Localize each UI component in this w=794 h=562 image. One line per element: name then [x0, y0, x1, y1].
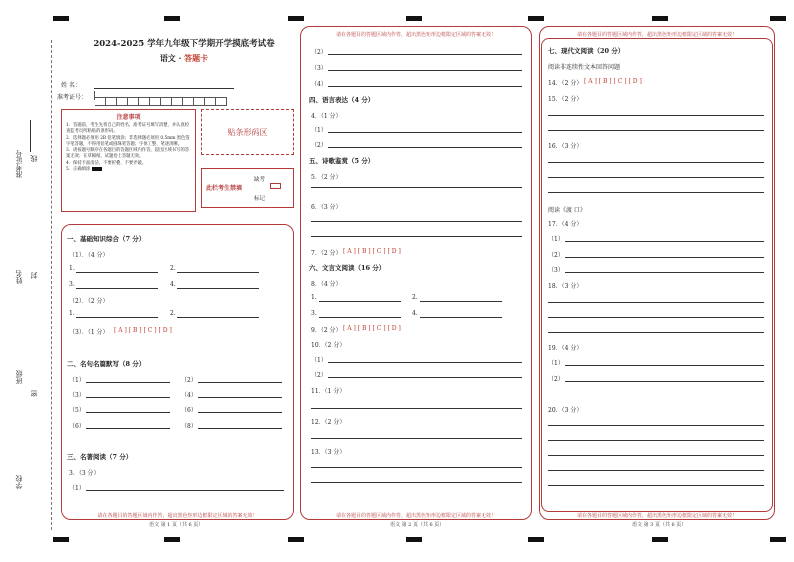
blank-label: （3） [548, 267, 564, 274]
question-label: 17．（4 分） [548, 221, 583, 228]
section-title: 四、语言表达（4 分） [309, 96, 375, 104]
answer-line[interactable] [548, 302, 764, 303]
side-label-seal: 封 [30, 272, 38, 279]
section-title: 二、名句名篇默写（8 分） [67, 360, 146, 368]
barcode-area [201, 109, 294, 155]
blank-label: （1） [69, 485, 85, 492]
answer-line[interactable] [86, 382, 170, 383]
notice-item: 3．请按题号顺序在各题目的答题区域内作答，超出区域书写的答案无效；在草稿纸、试题卷上答题无效。 [66, 148, 190, 160]
registration-mark [770, 537, 786, 542]
blank-label: 2. [170, 265, 176, 272]
blank-label: （2） [548, 376, 564, 383]
absent-mark-label: 缺考 [254, 177, 266, 183]
answer-line[interactable] [548, 470, 764, 471]
blank-label: （1） [548, 360, 564, 367]
side-fill-line [30, 120, 31, 152]
answer-line[interactable] [328, 147, 522, 148]
registration-mark [164, 537, 180, 542]
blank-label: 1. [311, 294, 317, 301]
section-title: 三、名著阅读（7 分） [67, 453, 133, 461]
answer-line[interactable] [177, 317, 259, 318]
answer-line[interactable] [311, 236, 522, 237]
registration-mark [53, 537, 69, 542]
card-subtitle [70, 53, 298, 64]
choice-bubbles[interactable]: [ A ] [ B ] [ C ] [ D ] [114, 327, 172, 334]
name-label: 姓 名： [61, 82, 81, 89]
answer-line[interactable] [328, 377, 522, 378]
question-label: 20．（3 分） [548, 407, 583, 414]
blank-label: （2） [311, 49, 327, 56]
registration-mark [288, 537, 304, 542]
id-label: 准考证号： [57, 94, 88, 101]
page-footer: 语文 第 1 页（共 6 页） [149, 522, 204, 528]
registration-mark [406, 16, 422, 21]
answer-line[interactable] [198, 397, 282, 398]
side-label-line: 线 [30, 155, 38, 162]
answer-line[interactable] [311, 408, 522, 409]
question-label: 6．（3 分） [311, 204, 342, 211]
absent-label: 此栏考生禁填 [206, 185, 243, 192]
answer-line[interactable] [548, 162, 764, 163]
notice-item: 4．保持卡面清洁，不要折叠、不要弄破。 [66, 160, 147, 166]
answer-line[interactable] [311, 438, 522, 439]
answer-line[interactable] [548, 485, 764, 486]
answer-line[interactable] [328, 362, 522, 363]
notice-box [61, 109, 196, 212]
answer-line[interactable] [565, 272, 764, 273]
warning-text: 请在各题目的答题区域内作答，超出黑色矩形边框限定区域的答案无效！ [576, 513, 737, 519]
answer-card-label: 答题卡 [184, 53, 209, 63]
answer-line[interactable] [328, 86, 522, 87]
blank-label: （5） [69, 407, 85, 414]
question-label: 16．（3 分） [548, 143, 583, 150]
blank-label: （1） [69, 377, 85, 384]
answer-line[interactable] [420, 301, 502, 302]
blank-label: （1） [311, 127, 327, 134]
question-label: 12．（2 分） [311, 419, 346, 426]
notice-title: 注意事项 [116, 114, 141, 121]
answer-line[interactable] [328, 70, 522, 71]
question-label: 5．（2 分） [311, 174, 342, 181]
notice-item: 1．答题前，考生先将自己的姓名，准考证号填写清楚，并认真检查监考员所粘贴的条形码。 [66, 123, 190, 135]
answer-line[interactable] [177, 288, 259, 289]
question-label: 8．（4 分） [311, 281, 342, 288]
answer-line[interactable] [548, 332, 764, 333]
answer-line[interactable] [565, 257, 764, 258]
registration-mark [288, 16, 304, 21]
blank-label: 3. [69, 281, 75, 288]
question-label: 15．（2 分） [548, 96, 583, 103]
blank-label: （4） [181, 392, 197, 399]
answer-line[interactable] [328, 132, 522, 133]
notice-item: 2．选择题必须用 2B 铅笔填涂；非选择题必须用 0.5mm 黑色签字笔答题，不得用铅笔或圆珠笔答题；字体工整、笔迹清晰。 [66, 135, 190, 147]
barcode-label: 贴条形码区 [227, 127, 268, 137]
question-label: 13．（3 分） [311, 449, 346, 456]
blank-label: 4. [170, 281, 176, 288]
side-label-bind: 密 [30, 390, 38, 397]
answer-line[interactable] [319, 317, 401, 318]
question-label: （1）．（4 分） [69, 252, 109, 259]
answer-line[interactable] [420, 317, 502, 318]
question-label: 14．（2 分） [548, 80, 583, 87]
side-label-school: 学校 [15, 475, 23, 489]
question-label: 18．（3 分） [548, 283, 583, 290]
question-label: （2）．（2 分） [69, 298, 109, 305]
answer-line[interactable] [76, 272, 158, 273]
warning-text: 请在各题目的答题区域内作答，超出黑色矩形边框限定区域的答案无效！ [97, 513, 258, 519]
answer-line[interactable] [198, 382, 282, 383]
blank-label: （2） [548, 252, 564, 259]
question-label: 11．（1 分） [311, 388, 346, 395]
answer-line[interactable] [565, 241, 764, 242]
question-label: 4．（1 分） [311, 113, 342, 120]
answer-line[interactable] [311, 221, 522, 222]
question-label: 19．（4 分） [548, 345, 583, 352]
section-title: 六、文言文阅读（16 分） [309, 264, 386, 272]
answer-line[interactable] [548, 425, 764, 426]
registration-mark [652, 537, 668, 542]
section-title: 七、现代文阅读（20 分） [548, 47, 625, 55]
side-label-class: 班级 [15, 370, 23, 384]
blank-label: 3. [311, 310, 317, 317]
reading-intro: 阅读非连续性文本回答问题 [548, 64, 621, 71]
blank-label: （3） [69, 392, 85, 399]
registration-mark [164, 16, 180, 21]
answer-line[interactable] [76, 288, 158, 289]
blank-label: （1） [311, 357, 327, 364]
question-label: 10．（2 分） [311, 342, 346, 349]
answer-line[interactable] [198, 412, 282, 413]
warning-text: 请在各题目的答题区域内作答，超出黑色矩形边框限定区域的答案无效！ [335, 513, 496, 519]
question-label: 3．（3 分） [69, 470, 100, 477]
filled-bubble-example [92, 167, 102, 171]
answer-line[interactable] [177, 272, 259, 273]
blank-label: 4. [412, 310, 418, 317]
blank-label: （4） [311, 81, 327, 88]
section-title: 五、诗歌鉴赏（5 分） [309, 157, 375, 165]
blank-label: （6） [181, 407, 197, 414]
subject-label: 语文 · [159, 53, 185, 63]
absent-box [201, 168, 294, 208]
blank-label: 1. [69, 310, 75, 317]
blank-label: （6） [69, 423, 85, 430]
answer-line[interactable] [328, 54, 522, 55]
reading-title: 阅读《渡 口》 [548, 207, 586, 214]
answer-line[interactable] [548, 130, 764, 131]
answer-line[interactable] [311, 482, 522, 483]
blank-label: （8） [181, 423, 197, 430]
answer-line[interactable] [565, 365, 764, 366]
section-title: 一、基础知识综合（7 分） [67, 235, 146, 243]
answer-line[interactable] [548, 115, 764, 116]
registration-mark [770, 16, 786, 21]
blank-label: （2） [311, 142, 327, 149]
answer-line[interactable] [198, 428, 282, 429]
side-label-name: 姓名 [15, 270, 23, 284]
answer-line[interactable] [86, 412, 170, 413]
choice-bubbles[interactable]: [ A ] [ B ] [ C ] [ D ] [584, 78, 642, 85]
answer-line[interactable] [565, 381, 764, 382]
answer-line[interactable] [548, 192, 764, 193]
answer-line[interactable] [319, 301, 401, 302]
answer-line[interactable] [548, 455, 764, 456]
page-title: 2024-2025 学年九年级下学期开学摸底考试卷 [93, 39, 275, 49]
answer-line[interactable] [548, 317, 764, 318]
blank-label: （3） [311, 65, 327, 72]
answer-line[interactable] [311, 187, 522, 188]
registration-mark [406, 537, 422, 542]
answer-line[interactable] [76, 317, 158, 318]
blank-label: 2. [170, 310, 176, 317]
registration-mark [53, 16, 69, 21]
blank-label: 2. [412, 294, 418, 301]
mark-label: 标记 [254, 196, 266, 202]
side-label-id: 准考证号 [15, 150, 23, 178]
page-footer: 语文 第 3 页（共 6 页） [632, 522, 687, 528]
question-label: 9．（2 分） [311, 327, 342, 334]
blank-label: （2） [311, 372, 327, 379]
registration-mark [652, 16, 668, 21]
absent-mark-box[interactable] [270, 183, 281, 189]
question-label: （3）．（1 分） [69, 329, 109, 336]
notice-item: 5．正确填涂 [66, 167, 191, 173]
page-footer: 语文 第 2 页（共 6 页） [390, 522, 445, 528]
blank-label: （1） [548, 236, 564, 243]
registration-mark [528, 537, 544, 542]
blank-label: （2） [181, 377, 197, 384]
registration-mark [528, 16, 544, 21]
answer-line[interactable] [311, 467, 522, 468]
choice-bubbles[interactable]: [ A ] [ B ] [ C ] [ D ] [343, 248, 401, 255]
choice-bubbles[interactable]: [ A ] [ B ] [ C ] [ D ] [343, 325, 401, 332]
warning-text: 请在各题目的答题区域内作答，超出黑色矩形边框限定区域的答案无效！ [576, 32, 737, 38]
answer-line[interactable] [548, 177, 764, 178]
answer-line[interactable] [86, 428, 170, 429]
answer-line[interactable] [86, 397, 170, 398]
blank-label: 1. [69, 265, 75, 272]
binding-dashed-line [51, 40, 52, 530]
warning-text: 请在各题目的答题区域内作答，超出黑色矩形边框限定区域的答案无效！ [335, 32, 496, 38]
name-field[interactable] [94, 88, 234, 89]
answer-line[interactable] [548, 440, 764, 441]
question-label: 7．（2 分） [311, 250, 342, 257]
answer-line[interactable] [86, 490, 284, 491]
id-number-boxes[interactable] [94, 91, 227, 100]
